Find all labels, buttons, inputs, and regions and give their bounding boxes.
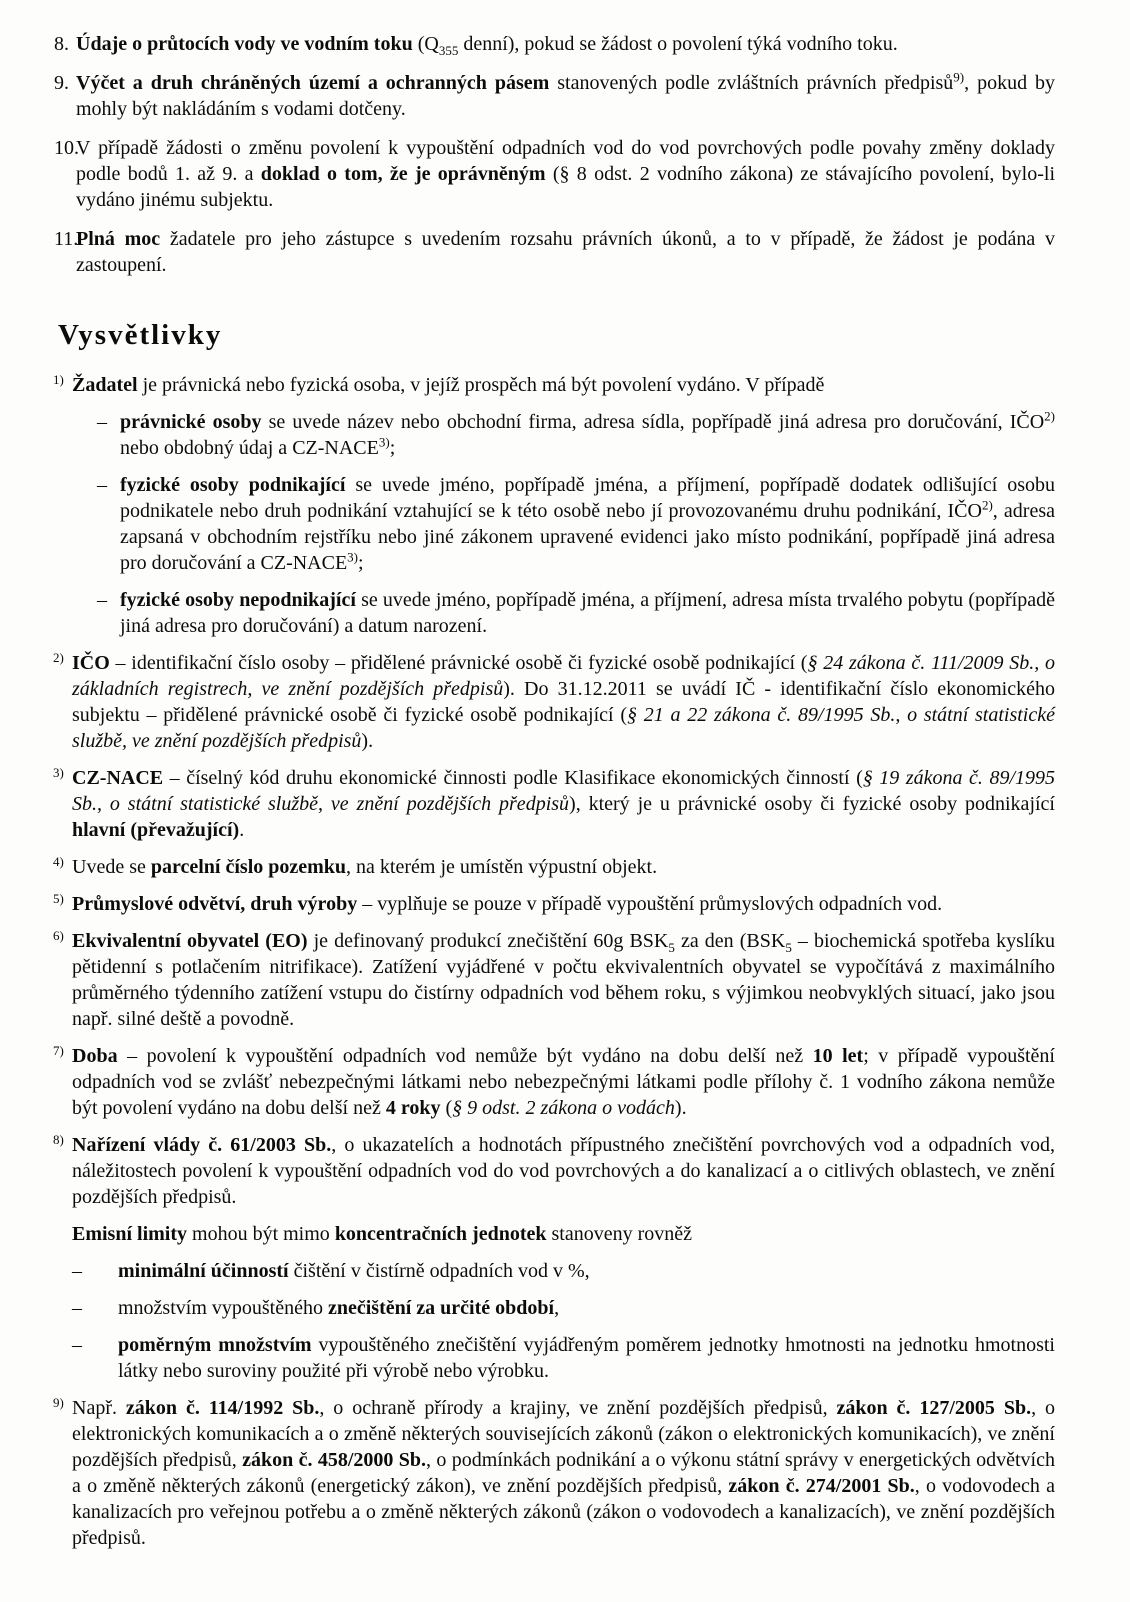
footnote	[53, 765, 1055, 843]
text-segment: Uvede se	[72, 856, 151, 878]
text-segment: minimální účinností	[118, 1260, 289, 1282]
text-segment: zákon č. 458/2000 Sb.	[242, 1449, 426, 1471]
dash-item-text	[120, 409, 1055, 461]
text-segment: Nařízení vlády č. 61/2003 Sb.	[72, 1134, 332, 1156]
footnote-body	[72, 891, 1055, 917]
text-segment: , o podmínkách podnikání a o výkonu státní správy v energetických odvětvích a o změně některých zákonů (energetický zákon), ve znění pozdějších předpisů,	[72, 1449, 1055, 1497]
footnote-paragraph	[72, 1221, 1055, 1247]
subscript-text: 355	[438, 43, 459, 58]
text-segment: hlavní (převažující)	[72, 819, 240, 841]
text-segment: (§ 8 odst. 2 vodního zákona) ze stávajícího povolení, bylo-li vydáno jinému subjektu.	[76, 163, 1055, 211]
text-segment: denní), pokud se žádost o povolení týká vodního toku.	[458, 33, 898, 55]
text-segment: ;	[358, 552, 364, 574]
numbered-list	[0, 31, 1130, 278]
text-segment: zákon č. 127/2005 Sb.	[836, 1397, 1032, 1419]
item-number: 10.	[54, 137, 79, 159]
text-segment: se uvede jméno, popřípadě jména, a příjmení, adresa místa trvalého pobytu (popřípadě jiná adresa pro doručování) a datum narození.	[120, 589, 1055, 637]
dash-bullet: –	[97, 474, 107, 496]
footnote-paragraph	[72, 891, 1055, 917]
footnote-ref: 3)	[378, 434, 390, 450]
text-segment: zákon č. 274/2001 Sb.	[728, 1475, 915, 1497]
footnote	[53, 1395, 1055, 1551]
numbered-item	[54, 70, 1055, 122]
dash-item-text	[118, 1295, 1055, 1321]
text-segment: stanovených podle zvláštních právních předpisů	[549, 72, 954, 94]
text-segment: mohou být mimo	[187, 1223, 335, 1245]
footnote-body	[72, 1395, 1055, 1551]
footnote-marker: 8)	[53, 1132, 64, 1147]
dash-item-text	[120, 472, 1055, 576]
text-segment: ). Do 31.12.2011 se uvádí IČ - identifikační číslo ekonomického subjektu – přidělené právnické osobě či fyzické osobě podnikající (	[72, 678, 1055, 726]
dash-list-item	[72, 587, 1055, 639]
text-segment: se uvede název nebo obchodní firma, adresa sídla, popřípadě jiná adresa pro doručování, IČO	[261, 411, 1045, 433]
text-segment: , o elektronických komunikacích a o změně některých souvisejících zákonů (zákon o elektronických komunikacích), ve znění pozdějších předpisů,	[72, 1397, 1055, 1471]
footnote-marker: 1)	[53, 372, 64, 387]
text-segment: Emisní limity	[72, 1223, 188, 1245]
text-segment: Ekvivalentní obyvatel (EO)	[72, 930, 308, 952]
numbered-item	[54, 226, 1055, 278]
footnote-marker: 4)	[53, 854, 64, 869]
footnote	[53, 372, 1055, 639]
text-segment: čištění v čistírně odpadních vod v %,	[288, 1260, 590, 1282]
text-segment: Výčet a druh chráněných území a ochranných pásem	[76, 72, 550, 94]
dash-list-item	[72, 472, 1055, 576]
subscript-text: 5	[668, 940, 675, 955]
footnote-marker: 5)	[53, 891, 64, 906]
footnote-body	[72, 650, 1055, 754]
text-segment: ).	[361, 730, 374, 752]
footnote	[53, 1132, 1055, 1384]
text-segment: (	[440, 1097, 453, 1119]
dash-bullet: –	[97, 411, 107, 433]
footnote-marker: 9)	[53, 1395, 64, 1410]
dash-list-item	[72, 409, 1055, 461]
text-segment: § 24 zákona č. 111/2009 Sb., o základních registrech, ve znění pozdějších předpisů	[72, 652, 1055, 700]
item-number: 9.	[54, 72, 69, 94]
item-text	[76, 135, 1055, 213]
text-segment: , na kterém je umístěn výpustní objekt.	[346, 856, 658, 878]
footnote-ref: 3)	[347, 549, 359, 565]
text-segment: se uvede jméno, popřípadě jména, a příjmení, popřípadě dodatek odlišující osobu podnikatele nebo druh podnikání vztahující se k této osobě nebo jí provozovanému druhu podnikání, IČO	[120, 474, 1056, 522]
dash-item-text	[118, 1332, 1055, 1384]
text-segment: poměrným množstvím	[118, 1334, 312, 1356]
text-segment: V případě žádosti o změnu povolení k vypouštění odpadních vod do vod povrchových podle povahy změny doklady podle bodů 1. až 9. a	[76, 137, 1055, 185]
text-segment: – číselný kód druhu ekonomické činnosti podle Klasifikace ekonomických činností (	[163, 767, 863, 789]
text-segment: (Q	[412, 33, 439, 55]
footnote-marker: 3)	[53, 765, 64, 780]
item-text	[76, 70, 1055, 122]
text-segment: .	[239, 819, 245, 841]
footnote	[53, 650, 1055, 754]
footnote	[53, 1043, 1055, 1121]
footnote-paragraph	[72, 765, 1055, 843]
text-segment: Žadatel	[72, 374, 138, 396]
text-segment: právnické osoby	[120, 411, 262, 433]
dash-item-text	[118, 1258, 1055, 1284]
footnote-paragraph	[72, 1395, 1055, 1551]
text-segment: IČO	[72, 652, 110, 674]
text-segment: Průmyslové odvětví, druh výroby	[72, 893, 358, 915]
text-segment: zákon č. 114/1992 Sb.	[125, 1397, 320, 1419]
text-segment: ;	[389, 437, 396, 459]
subscript-text: 5	[785, 940, 792, 955]
dash-list-item	[72, 1332, 1055, 1384]
footnote-paragraph	[72, 854, 1055, 880]
item-number: 11.	[54, 228, 79, 250]
footnote	[53, 854, 1055, 880]
text-segment: vypouštěného znečištění vyjádřeným poměrem jednotky hmotnosti na jednotku hmotnosti látky nebo suroviny použité při výrobě nebo výrobku.	[118, 1334, 1055, 1382]
footnote-marker: 6)	[53, 928, 64, 943]
text-segment: koncentračních jednotek	[334, 1223, 547, 1245]
text-segment: parcelní číslo pozemku	[150, 856, 347, 878]
text-segment: Např.	[72, 1397, 126, 1419]
text-segment: § 9 odst. 2 zákona o vodách	[452, 1097, 675, 1119]
text-segment: 4 roky	[385, 1097, 441, 1119]
text-segment: ; v případě vypouštění odpadních vod se zvlášť nebezpečnými látkami nebo nebezpečnými látkami podle přílohy č. 1 vodního zákona nemůže být povolení vydáno na dobu delší než	[72, 1045, 1055, 1119]
text-segment: , adresa zapsaná v obchodním rejstříku nebo jiné zákonem upravené evidenci jako místo podnikání, popřípadě jiná adresa pro doručování a CZ-NACE	[120, 500, 1055, 574]
footnote-paragraph	[72, 928, 1055, 1032]
text-segment: – biochemická spotřeba kyslíku pětidenní s potlačením nitrifikace). Zatížení vyjádřené v počtu ekvivalentních obyvatel se vypočítává z maximálního průměrného týdenního zatížení vstupu do čistírny odpadních vod během roku, s výjimkou neobvyklých situací, jako jsou např. silné deště a povodně.	[72, 930, 1055, 1030]
text-segment: – identifikační číslo osoby – přidělené právnické osobě či fyzické osobě podnikající (	[109, 652, 808, 674]
text-segment: je právnická nebo fyzická osoba, v jejíž prospěch má být povolení vydáno. V případě	[137, 374, 825, 396]
footnote-body	[72, 928, 1055, 1032]
text-segment: stanoveny rovněž	[546, 1223, 692, 1245]
dash-list-item	[72, 1295, 1055, 1321]
text-segment: doklad o tom, že je oprávněným	[260, 163, 546, 185]
footnote-body	[72, 854, 1055, 880]
text-segment: Údaje o průtocích vody ve vodním toku	[76, 33, 413, 55]
text-segment: žadatele pro jeho zástupce s uvedením rozsahu právních úkonů, a to v případě, že žádost je podána v zastoupení.	[76, 228, 1055, 276]
text-segment: Plná moc	[76, 228, 161, 250]
numbered-item	[54, 135, 1055, 213]
footnote-ref: 2)	[1044, 408, 1056, 424]
text-segment: fyzické osoby nepodnikající	[120, 589, 356, 611]
dash-bullet: –	[72, 1260, 82, 1282]
footnotes-list	[0, 372, 1130, 1551]
text-segment: ), který je u právnické osoby či fyzické osoby podnikající	[569, 793, 1055, 815]
text-segment: za den (BSK	[674, 930, 786, 952]
dash-list-item	[72, 1258, 1055, 1284]
footnote-body	[72, 1132, 1055, 1384]
text-segment: – vyplňuje se pouze v případě vypouštění průmyslových odpadních vod.	[357, 893, 943, 915]
dash-bullet: –	[72, 1297, 82, 1319]
text-segment: je definovaný produkcí znečištění 60g BSK	[307, 930, 669, 952]
text-segment: § 21 a 22 zákona č. 89/1995 Sb., o státní statistické službě, ve znění pozdějších předpisů	[72, 704, 1055, 752]
text-segment: – povolení k vypouštění odpadních vod nemůže být vydáno na dobu delší než	[117, 1045, 813, 1067]
item-text	[76, 31, 1055, 57]
footnote-paragraph	[72, 650, 1055, 754]
text-segment: , o ochraně přírody a krajiny, ve znění pozdějších předpisů,	[319, 1397, 837, 1419]
item-text	[76, 226, 1055, 278]
item-number: 8.	[54, 33, 69, 55]
text-segment: § 19 zákona č. 89/1995 Sb., o státní statistické službě, ve znění pozdějších předpisů	[72, 767, 1056, 815]
text-segment: znečištění za určité období	[327, 1297, 555, 1319]
dash-bullet: –	[72, 1334, 82, 1356]
text-segment: ,	[554, 1297, 560, 1319]
dash-item-text	[120, 587, 1055, 639]
text-segment: Doba	[72, 1045, 118, 1067]
text-segment: CZ-NACE	[72, 767, 164, 789]
footnote-paragraph	[72, 1132, 1055, 1210]
footnote-body	[72, 765, 1055, 843]
footnote-body	[72, 1043, 1055, 1121]
text-segment: množstvím vypouštěného	[118, 1297, 328, 1319]
text-segment: ).	[674, 1097, 687, 1119]
footnote-ref: 2)	[981, 497, 993, 513]
text-segment: nebo obdobný údaj a CZ-NACE	[120, 437, 379, 459]
text-segment: 10 let	[812, 1045, 864, 1067]
text-segment: , o ukazatelích a hodnotách přípustného znečištění povrchových vod a odpadních vod, náležitostech povolení k vypouštění odpadních vod do vod povrchových a do kanalizací a o citlivých oblastech, ve znění pozdějších předpisů.	[72, 1134, 1055, 1208]
dash-bullet: –	[97, 589, 107, 611]
footnote-ref: 9)	[953, 69, 965, 85]
footnote	[53, 928, 1055, 1032]
footnote-paragraph	[72, 1043, 1055, 1121]
footnote	[53, 891, 1055, 917]
footnote-body	[72, 372, 1055, 639]
section-heading: Vysvětlivky	[58, 319, 223, 351]
footnote-marker: 2)	[53, 650, 64, 665]
footnote-paragraph	[72, 372, 1055, 398]
footnote-marker: 7)	[53, 1043, 64, 1058]
numbered-item	[54, 31, 1055, 57]
text-segment: fyzické osoby podnikající	[120, 474, 346, 496]
text-segment: , o vodovodech a kanalizacích pro veřejnou potřebu a o změně některých zákonů (zákon o vodovodech a kanalizacích), ve znění pozdějších předpisů.	[72, 1475, 1055, 1549]
text-segment: , pokud by mohly být nakládáním s vodami dotčeny.	[76, 72, 1056, 120]
